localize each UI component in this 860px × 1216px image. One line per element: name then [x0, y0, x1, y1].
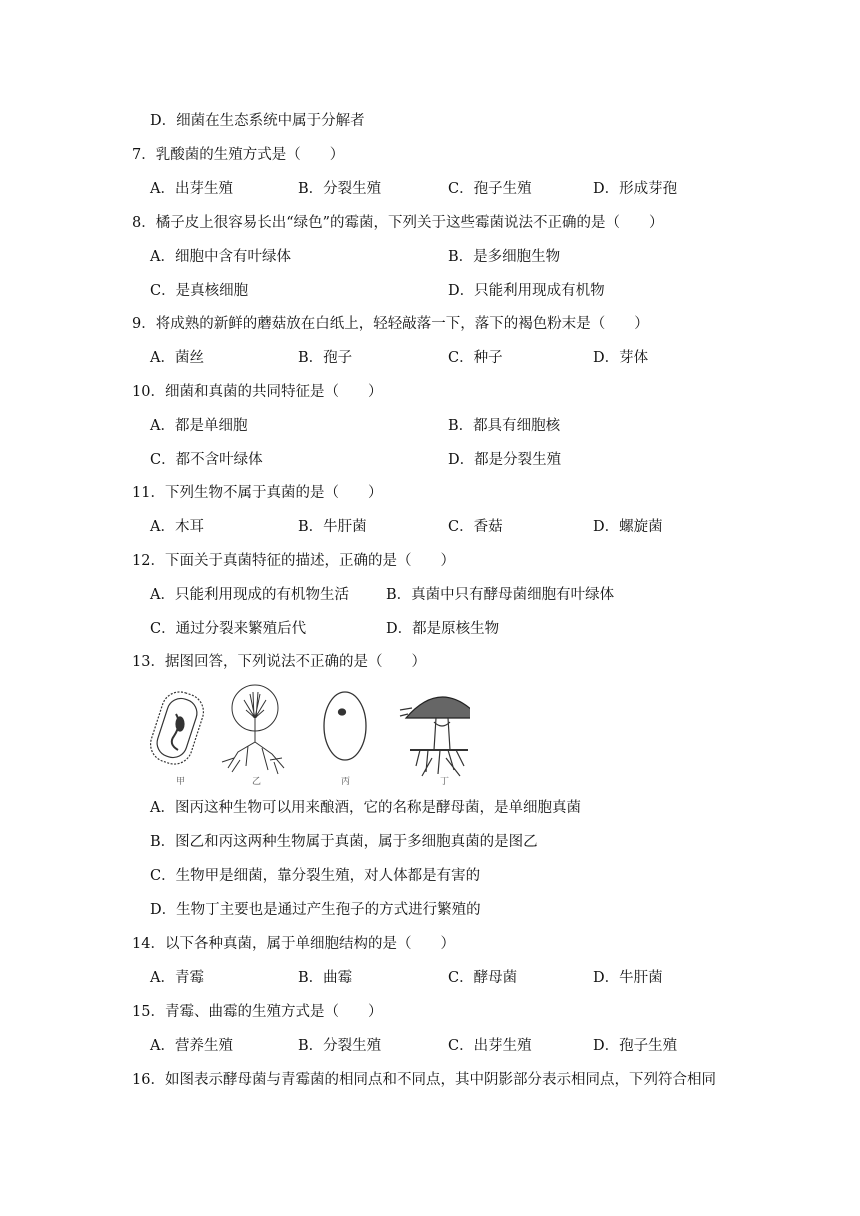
- q12-option-a: A．只能利用现成的有机物生活: [150, 587, 349, 603]
- q10-option-c: C．都不含叶绿体: [150, 452, 263, 468]
- q15-option-b: B．分裂生殖: [298, 1038, 382, 1054]
- q13-option-c: C．生物甲是细菌，靠分裂生殖，对人体都是有害的: [150, 868, 481, 884]
- q11-option-a: A．木耳: [150, 519, 204, 535]
- q7-option-a: A．出芽生殖: [150, 181, 233, 197]
- mold-drawing: [222, 685, 284, 774]
- q7-option-d: D．形成芽孢: [593, 181, 678, 197]
- q12-option-d: D．都是原核生物: [386, 621, 500, 637]
- q13-option-a: A．图丙这种生物可以用来酿酒，它的名称是酵母菌，是单细胞真菌: [150, 800, 581, 816]
- figure-label-yi: 乙: [252, 777, 262, 787]
- microbes-illustration: [150, 680, 470, 788]
- q8-option-c: C．是真核细胞: [150, 283, 249, 299]
- q14-option-b: B．曲霉: [298, 970, 353, 986]
- figure-label-ding: 丁: [440, 777, 450, 787]
- q13-stem: 13．据图回答，下列说法不正确的是（ ）: [132, 654, 426, 670]
- q8-option-a: A．细胞中含有叶绿体: [150, 249, 291, 265]
- q13-option-b: B．图乙和丙这两种生物属于真菌，属于多细胞真菌的是图乙: [150, 834, 538, 850]
- q12-stem: 12．下面关于真菌特征的描述，正确的是（ ）: [132, 553, 455, 569]
- q11-option-b: B．牛肝菌: [298, 519, 367, 535]
- q9-option-c: C．种子: [448, 350, 503, 366]
- q7-stem: 7．乳酸菌的生殖方式是（ ）: [132, 147, 345, 163]
- q13-figure: [150, 680, 470, 788]
- q14-option-c: C．酵母菌: [448, 970, 518, 986]
- q15-option-a: A．营养生殖: [150, 1038, 233, 1054]
- q9-option-d: D．芽体: [593, 350, 649, 366]
- q6-option-d: D．细菌在生态系统中属于分解者: [150, 113, 365, 129]
- figure-label-bing: 丙: [341, 777, 351, 787]
- q11-stem: 11．下列生物不属于真菌的是（ ）: [132, 485, 383, 501]
- q14-option-a: A．青霉: [150, 970, 204, 986]
- figure-label-jia: 甲: [176, 777, 186, 787]
- q15-option-c: C．出芽生殖: [448, 1038, 532, 1054]
- q13-option-d: D．生物丁主要也是通过产生孢子的方式进行繁殖的: [150, 902, 481, 918]
- q8-option-d: D．只能利用现成有机物: [448, 283, 605, 299]
- bacterium-drawing: [150, 687, 208, 768]
- q10-option-b: B．都具有细胞核: [448, 418, 561, 434]
- q14-option-d: D．牛肝菌: [593, 970, 663, 986]
- q12-option-c: C．通过分裂来繁殖后代: [150, 621, 307, 637]
- q8-option-b: B．是多细胞生物: [448, 249, 561, 265]
- q11-option-c: C．香菇: [448, 519, 503, 535]
- q7-option-c: C．孢子生殖: [448, 181, 532, 197]
- q9-option-b: B．孢子: [298, 350, 353, 366]
- q14-stem: 14．以下各种真菌，属于单细胞结构的是（ ）: [132, 936, 455, 952]
- mushroom-drawing: [400, 697, 470, 776]
- q11-option-d: D．螺旋菌: [593, 519, 663, 535]
- q9-stem: 9．将成熟的新鲜的蘑菇放在白纸上，轻轻敲落一下，落下的褐色粉末是（ ）: [132, 316, 649, 332]
- q7-option-b: B．分裂生殖: [298, 181, 382, 197]
- q12-option-b: B．真菌中只有酵母菌细胞有叶绿体: [386, 587, 615, 603]
- q10-option-a: A．都是单细胞: [150, 418, 248, 434]
- q10-stem: 10．细菌和真菌的共同特征是（ ）: [132, 384, 383, 400]
- q15-stem: 15．青霉、曲霉的生殖方式是（ ）: [132, 1004, 383, 1020]
- yeast-drawing: [324, 692, 366, 760]
- q10-option-d: D．都是分裂生殖: [448, 452, 562, 468]
- q9-option-a: A．菌丝: [150, 350, 204, 366]
- q15-option-d: D．孢子生殖: [593, 1038, 678, 1054]
- q16-stem: 16．如图表示酵母菌与青霉菌的相同点和不同点，其中阴影部分表示相同点，下列符合相同: [132, 1072, 716, 1088]
- q8-stem: 8．橘子皮上很容易长出“绿色”的霉菌，下列关于这些霉菌说法不正确的是（ ）: [132, 215, 664, 231]
